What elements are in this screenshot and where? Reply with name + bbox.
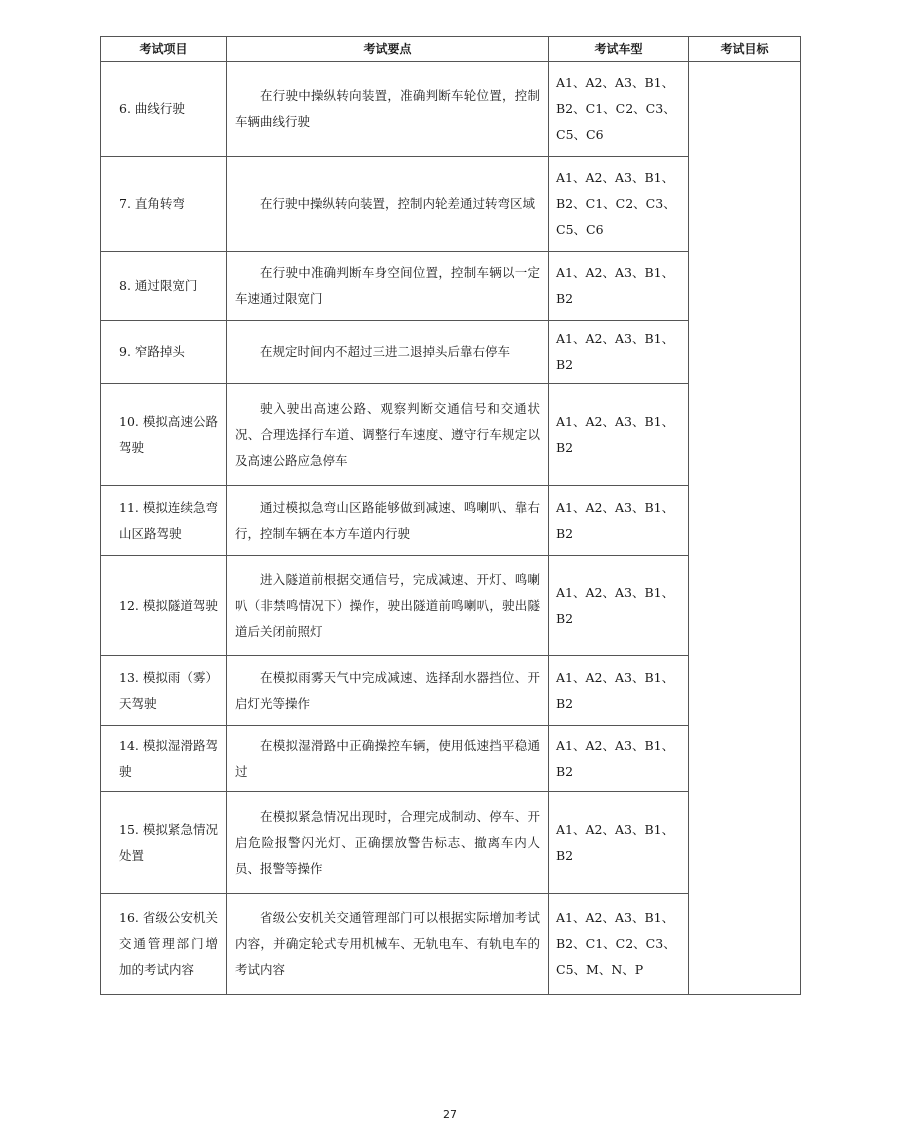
exam-points-cell: 在行驶中操纵转向装置，控制内轮差通过转弯区域 <box>227 157 549 252</box>
exam-vehicles-cell: A1、A2、A3、B1、B2 <box>549 486 689 556</box>
page-number: 27 <box>443 1108 457 1121</box>
exam-points-cell: 在行驶中操纵转向装置，准确判断车轮位置，控制车辆曲线行驶 <box>227 62 549 157</box>
exam-vehicles-cell: A1、A2、A3、B1、B2、C1、C2、C3、C5、C6 <box>549 157 689 252</box>
exam-vehicles-cell: A1、A2、A3、B1、B2 <box>549 726 689 792</box>
exam-points-cell: 在行驶中准确判断车身空间位置，控制车辆以一定车速通过限宽门 <box>227 252 549 321</box>
header-exam-points: 考试要点 <box>227 37 549 62</box>
exam-item-cell: 9. 窄路掉头 <box>101 321 227 384</box>
exam-item-cell: 10. 模拟高速公路驾驶 <box>101 384 227 486</box>
exam-points-cell: 通过模拟急弯山区路能够做到减速、鸣喇叭、靠右行，控制车辆在本方车道内行驶 <box>227 486 549 556</box>
exam-item-cell: 6. 曲线行驶 <box>101 62 227 157</box>
exam-vehicles-cell: A1、A2、A3、B1、B2 <box>549 384 689 486</box>
exam-vehicles-cell: A1、A2、A3、B1、B2、C1、C2、C3、C5、M、N、P <box>549 894 689 995</box>
exam-points-cell: 在模拟雨雾天气中完成减速、选择刮水器挡位、开启灯光等操作 <box>227 656 549 726</box>
exam-vehicles-cell: A1、A2、A3、B1、B2 <box>549 321 689 384</box>
table-row <box>101 62 801 157</box>
exam-item-cell: 8. 通过限宽门 <box>101 252 227 321</box>
exam-points-cell: 进入隧道前根据交通信号，完成减速、开灯、鸣喇叭（非禁鸣情况下）操作，驶出隧道前鸣喇叭，驶出隧道后关闭前照灯 <box>227 556 549 656</box>
exam-vehicles-cell: A1、A2、A3、B1、B2 <box>549 252 689 321</box>
exam-content-table <box>100 36 801 995</box>
exam-points-cell: 在模拟湿滑路中正确操控车辆，使用低速挡平稳通过 <box>227 726 549 792</box>
exam-item-cell: 12. 模拟隧道驾驶 <box>101 556 227 656</box>
exam-vehicles-cell: A1、A2、A3、B1、B2 <box>549 792 689 894</box>
exam-goal-cell <box>689 62 801 995</box>
exam-item-cell: 13. 模拟雨（雾）天驾驶 <box>101 656 227 726</box>
exam-item-cell: 14. 模拟湿滑路驾驶 <box>101 726 227 792</box>
table-header-row <box>101 37 801 62</box>
exam-vehicles-cell: A1、A2、A3、B1、B2 <box>549 656 689 726</box>
exam-points-cell: 在规定时间内不超过三进二退掉头后靠右停车 <box>227 321 549 384</box>
exam-points-cell: 在模拟紧急情况出现时，合理完成制动、停车、开启危险报警闪光灯、正确摆放警告标志、撤离车内人员、报警等操作 <box>227 792 549 894</box>
exam-vehicles-cell: A1、A2、A3、B1、B2 <box>549 556 689 656</box>
exam-item-cell: 16. 省级公安机关交通管理部门增加的考试内容 <box>101 894 227 995</box>
exam-item-cell: 7. 直角转弯 <box>101 157 227 252</box>
exam-item-cell: 11. 模拟连续急弯山区路驾驶 <box>101 486 227 556</box>
exam-item-cell: 15. 模拟紧急情况处置 <box>101 792 227 894</box>
exam-vehicles-cell: A1、A2、A3、B1、B2、C1、C2、C3、C5、C6 <box>549 62 689 157</box>
exam-points-cell: 驶入驶出高速公路、观察判断交通信号和交通状况、合理选择行车道、调整行车速度、遵守行车规定以及高速公路应急停车 <box>227 384 549 486</box>
header-exam-vehicles: 考试车型 <box>549 37 689 62</box>
header-exam-goal: 考试目标 <box>689 37 801 62</box>
exam-points-cell: 省级公安机关交通管理部门可以根据实际增加考试内容，并确定轮式专用机械车、无轨电车、有轨电车的考试内容 <box>227 894 549 995</box>
header-exam-item: 考试项目 <box>101 37 227 62</box>
